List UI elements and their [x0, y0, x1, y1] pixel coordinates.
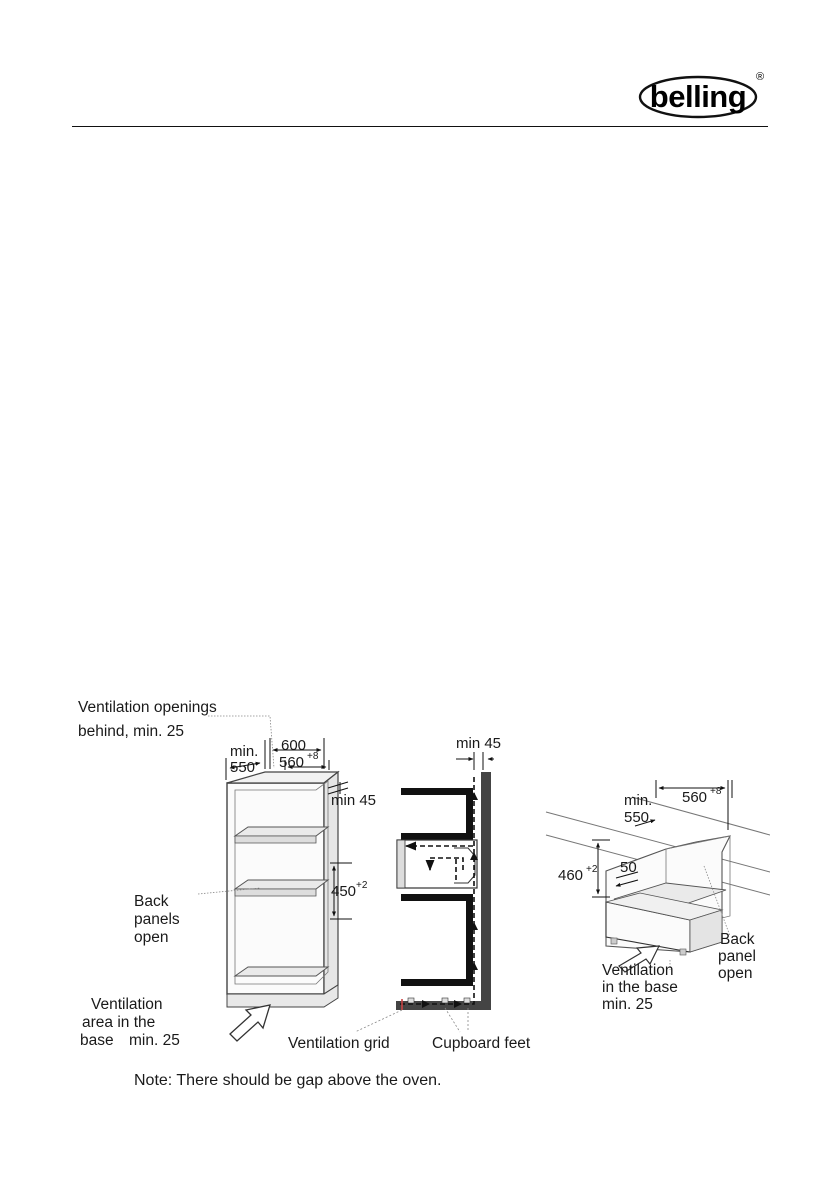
back-panels-label-1: Back [134, 893, 169, 910]
depth-min-label: min. [230, 743, 259, 760]
wall-gap-label: min 45 [456, 735, 502, 752]
uc-depth-min-label: min. [624, 792, 653, 809]
housing-height-label: 450 [331, 883, 357, 900]
uc-height-tolerance: +2 [586, 864, 598, 875]
vent-openings-label-2: behind, min. 25 [78, 723, 184, 740]
cross-section [396, 772, 491, 1010]
width-inner-label: 560 [279, 754, 305, 771]
depth-value-label: 550 [230, 759, 256, 776]
uc-vent-base-label-1: Ventilation [602, 962, 674, 979]
width-outer-label: 600 [281, 737, 307, 754]
belling-logo [636, 66, 766, 122]
brand-name: belling [649, 79, 747, 114]
cross-section-leaders [355, 1008, 468, 1032]
header-rule [72, 126, 768, 127]
vent-grid-label: Ventilation grid [288, 1035, 390, 1052]
back-panels-label-2: panels [134, 911, 180, 928]
uc-width-label: 560 [682, 789, 708, 806]
housing-height-tolerance: +2 [356, 880, 368, 891]
installation-note: Note: There should be gap above the oven. [134, 1072, 442, 1089]
uc-gap-label: 50 [620, 859, 637, 876]
vent-area-label-3: base [80, 1032, 114, 1049]
top-gap-label: min 45 [331, 792, 377, 809]
tall-housing-unit [227, 772, 338, 1041]
vent-area-label-2: area in the [82, 1014, 156, 1031]
uc-back-panel-label-2: panel [718, 948, 756, 965]
back-panels-label-3: open [134, 929, 169, 946]
registered-mark: ® [755, 71, 765, 83]
uc-vent-base-label-3: min. 25 [602, 996, 653, 1013]
uc-depth-value-label: 550 [624, 809, 650, 826]
uc-back-panel-label-1: Back [720, 931, 755, 948]
cupboard-feet-label: Cupboard feet [432, 1035, 531, 1052]
uc-vent-base-label-2: in the base [602, 979, 678, 996]
width-inner-tolerance: +8 [307, 751, 319, 762]
vent-area-min-label: min. 25 [129, 1032, 180, 1049]
installation-diagram [70, 690, 770, 1062]
vent-openings-label-1: Ventilation openings [78, 699, 217, 716]
uc-width-tolerance: +8 [710, 786, 722, 797]
uc-back-panel-label-3: open [718, 965, 753, 982]
vent-area-label-1: Ventilation [91, 996, 163, 1013]
uc-height-label: 460 [558, 867, 584, 884]
cross-section-dimensions [456, 752, 494, 770]
